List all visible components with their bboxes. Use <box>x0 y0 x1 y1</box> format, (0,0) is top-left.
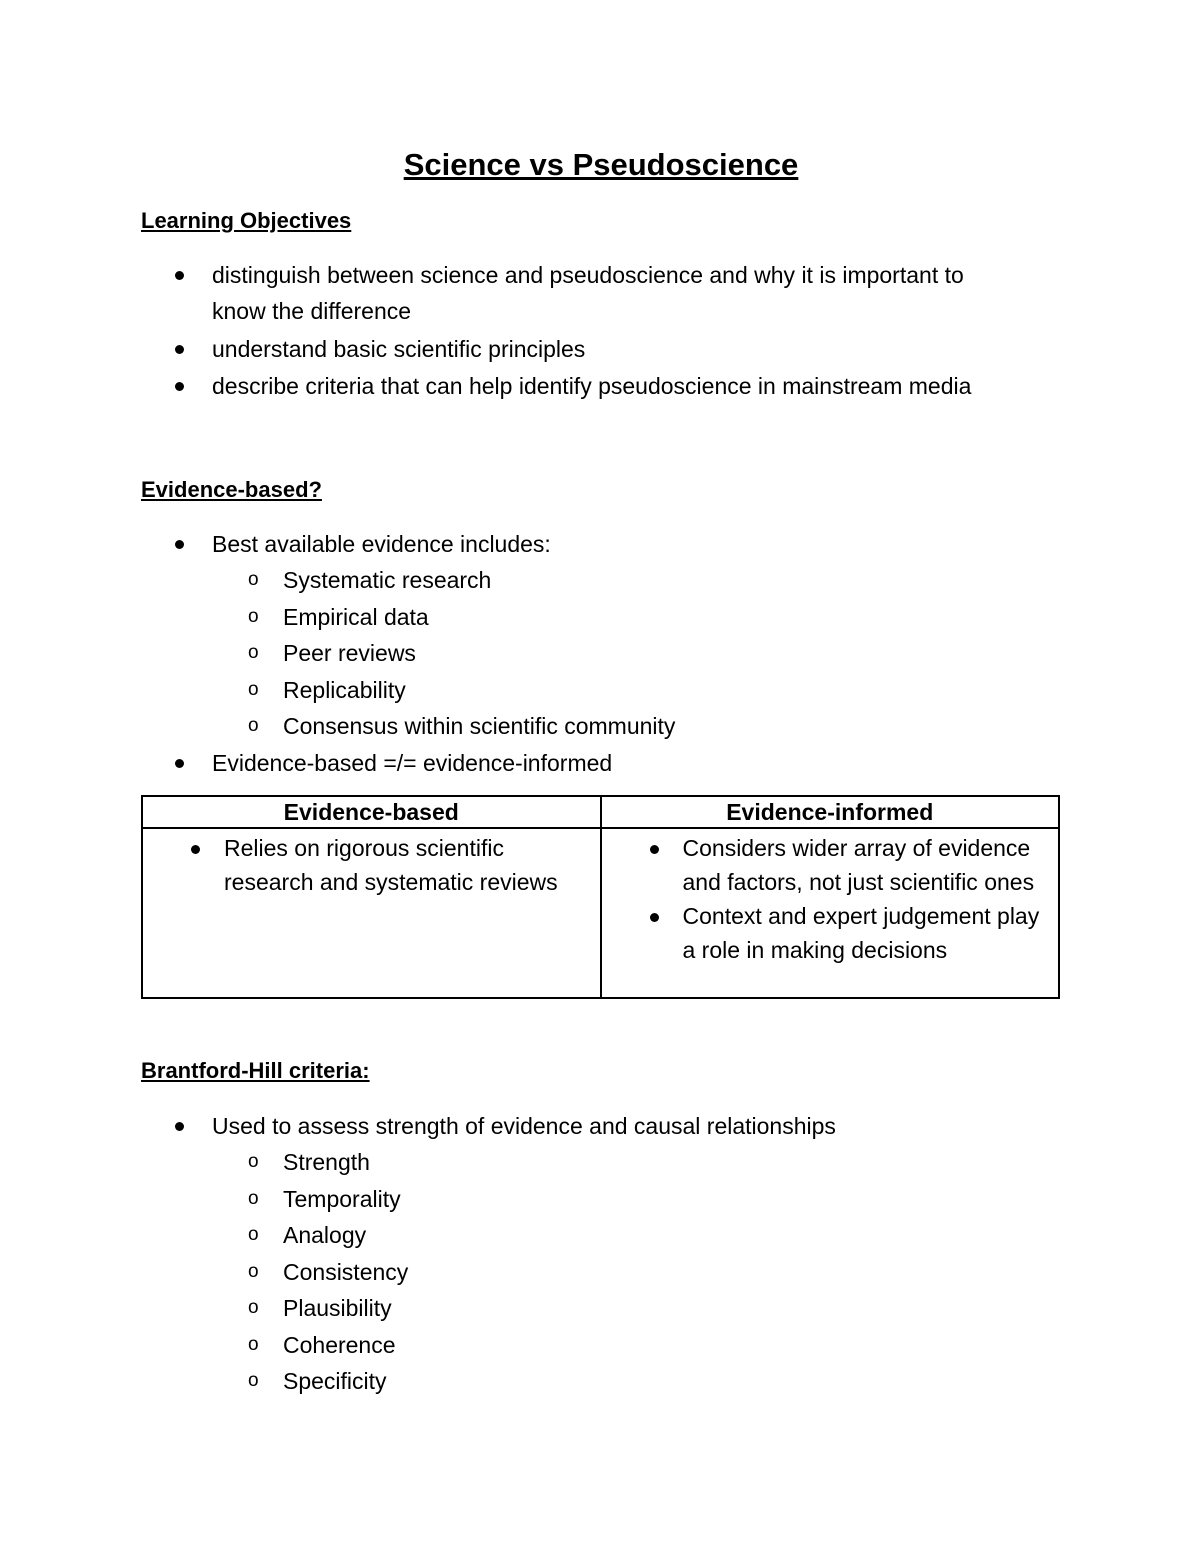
sub-list-item <box>212 562 1061 599</box>
table-row <box>142 828 1059 998</box>
hollow-bullet-icon: o <box>248 1297 259 1318</box>
list-item-text: describe criteria that can help identify pseudoscience in mainstream media <box>212 373 972 399</box>
comparison-table <box>141 795 1060 999</box>
list-item <box>141 331 1061 367</box>
evidence-based-heading: Evidence-based? <box>141 477 322 502</box>
criteria-list <box>212 1144 1061 1400</box>
hollow-bullet-icon: o <box>248 605 259 627</box>
bradford-hill-list <box>141 1108 1061 1400</box>
bullet-icon <box>175 382 184 391</box>
list-item-text: Best available evidence includes: <box>212 531 551 557</box>
sub-list-item-text: Specificity <box>283 1368 387 1394</box>
hollow-bullet-icon: o <box>248 1224 259 1245</box>
list-item <box>602 831 1059 899</box>
sub-list-item-text: Temporality <box>283 1185 401 1212</box>
table-cell-evidence-informed <box>601 828 1060 998</box>
hollow-bullet-icon: o <box>248 715 259 736</box>
bullet-icon <box>175 759 184 768</box>
hollow-bullet-icon: o <box>248 569 259 590</box>
hollow-bullet-icon: o <box>248 642 259 663</box>
list-item-text: Used to assess strength of evidence and causal relationships <box>212 1113 836 1139</box>
hollow-bullet-icon: o <box>248 1187 259 1209</box>
sub-list-item-text: Consensus within scientific community <box>283 713 676 739</box>
sub-list-item <box>212 1290 1061 1327</box>
sub-list-item-text: Plausibility <box>283 1295 392 1321</box>
hollow-bullet-icon: o <box>248 1333 259 1355</box>
sub-list-item <box>212 1144 1061 1181</box>
sub-list-item-text: Systematic research <box>283 567 492 593</box>
list-item-text: Context and expert judgement play a role in making decisions <box>682 903 1040 963</box>
bullet-icon <box>191 845 200 854</box>
sub-list-item <box>212 1217 1061 1254</box>
bradford-hill-heading: Brantford-Hill criteria: <box>141 1058 370 1083</box>
sub-list-item <box>212 1327 1061 1364</box>
sub-list-item-text: Peer reviews <box>283 640 416 666</box>
sub-list-item-text: Consistency <box>283 1258 409 1285</box>
sub-list-item <box>212 635 1061 672</box>
hollow-bullet-icon: o <box>248 1151 259 1172</box>
list-item <box>141 1108 1061 1400</box>
hollow-bullet-icon: o <box>248 678 259 700</box>
evidence-sources-list <box>212 562 1061 745</box>
table-cell-evidence-based <box>142 828 601 998</box>
hollow-bullet-icon: o <box>248 1370 259 1391</box>
bullet-icon <box>650 845 659 854</box>
sub-list-item <box>212 1254 1061 1291</box>
list-item-text: Considers wider array of evidence and factors, not just scientific ones <box>682 835 1035 895</box>
table-header-evidence-informed: Evidence-informed <box>601 796 1060 828</box>
list-item <box>141 526 1061 745</box>
bullet-icon <box>175 345 184 354</box>
document-title: Science vs Pseudoscience <box>403 147 799 182</box>
sub-list-item-text: Empirical data <box>283 603 429 630</box>
bullet-icon <box>175 271 184 280</box>
sub-list-item <box>212 708 1061 745</box>
sub-list-item-text: Strength <box>283 1149 370 1175</box>
list-item-text: understand basic scientific principles <box>212 336 586 362</box>
bullet-icon <box>175 1122 184 1131</box>
sub-list-item-text: Coherence <box>283 1331 396 1358</box>
bullet-icon <box>175 540 184 549</box>
list-item <box>143 831 600 899</box>
list-item-text: Evidence-based =/= evidence-informed <box>212 749 613 776</box>
evidence-based-points <box>143 831 600 899</box>
hollow-bullet-icon: o <box>248 1260 259 1282</box>
sub-list-item-text: Analogy <box>283 1222 367 1248</box>
sub-list-item <box>212 1181 1061 1218</box>
table-header-evidence-based: Evidence-based <box>142 796 601 828</box>
bullet-icon <box>650 913 659 922</box>
list-item-text: Relies on rigorous scientific research and systematic reviews <box>224 835 558 895</box>
sub-list-item <box>212 1363 1061 1400</box>
learning-objectives-list <box>141 257 1061 404</box>
evidence-informed-points <box>602 831 1059 967</box>
list-item <box>141 745 1061 781</box>
list-item <box>141 368 1061 404</box>
list-item-text: distinguish between science and pseudoscience and why it is important to know the difference <box>212 262 964 324</box>
sub-list-item-text: Replicability <box>283 676 406 703</box>
list-item <box>141 257 1061 329</box>
learning-objectives-heading: Learning Objectives <box>141 208 352 233</box>
list-item <box>602 899 1059 967</box>
sub-list-item <box>212 599 1061 636</box>
evidence-based-list <box>141 526 1061 781</box>
sub-list-item <box>212 672 1061 709</box>
table-header-row <box>142 796 1059 828</box>
